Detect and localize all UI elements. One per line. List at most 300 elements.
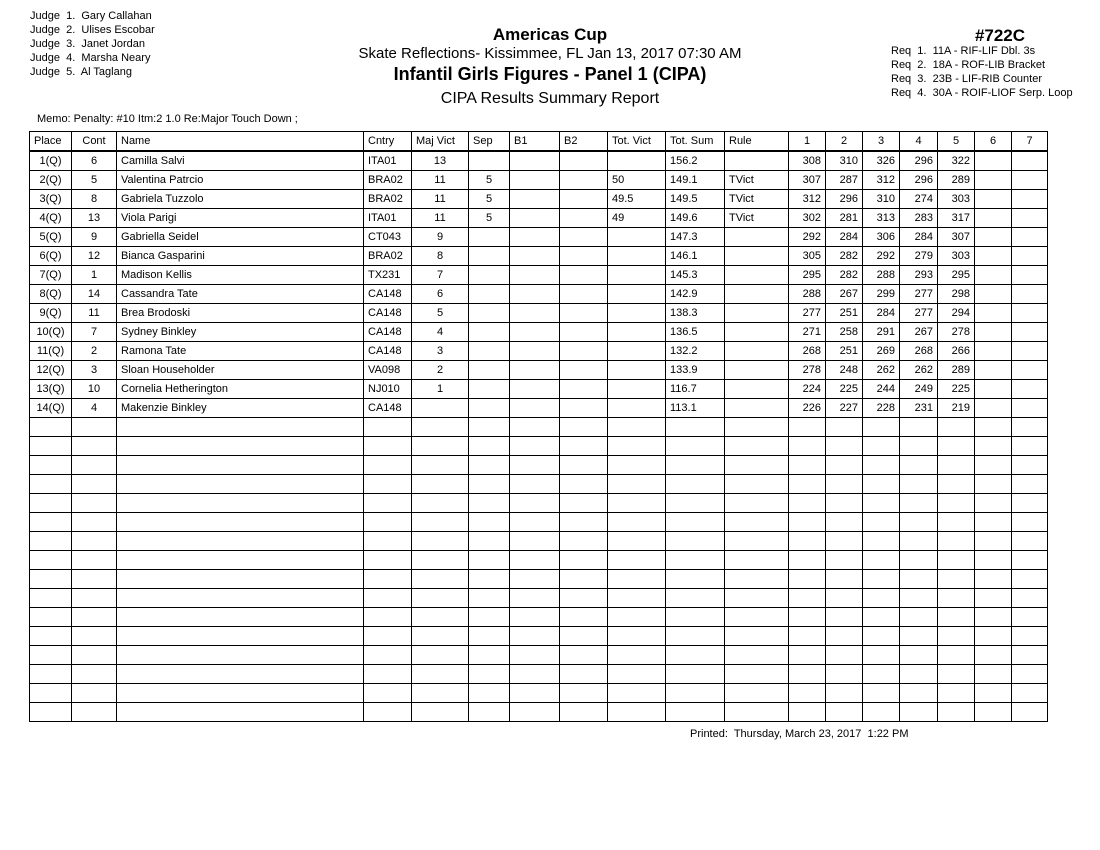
table-cell xyxy=(117,608,364,627)
table-cell xyxy=(117,513,364,532)
table-cell xyxy=(364,608,412,627)
table-cell xyxy=(975,494,1012,513)
table-cell xyxy=(560,380,608,399)
table-cell: 295 xyxy=(938,266,975,285)
table-cell xyxy=(789,475,826,494)
table-row xyxy=(30,209,1048,228)
judge-4: Judge 4. Marsha Neary xyxy=(30,52,151,64)
table-cell xyxy=(725,703,789,722)
table-cell xyxy=(725,266,789,285)
table-cell xyxy=(469,570,510,589)
table-cell xyxy=(789,513,826,532)
table-row xyxy=(30,171,1048,190)
column-header: 2 xyxy=(826,132,863,152)
table-cell xyxy=(938,437,975,456)
table-cell xyxy=(666,665,725,684)
table-cell: 248 xyxy=(826,361,863,380)
table-cell xyxy=(117,494,364,513)
table-cell: 282 xyxy=(826,266,863,285)
table-cell xyxy=(412,684,469,703)
empty-row xyxy=(30,513,1048,532)
table-cell: 149.1 xyxy=(666,171,725,190)
table-cell: 292 xyxy=(789,228,826,247)
table-cell xyxy=(560,665,608,684)
table-cell: 149.5 xyxy=(666,190,725,209)
table-cell xyxy=(826,437,863,456)
table-cell: CA148 xyxy=(364,304,412,323)
table-cell: 312 xyxy=(789,190,826,209)
table-cell xyxy=(725,247,789,266)
table-cell xyxy=(469,285,510,304)
table-cell: 7 xyxy=(412,266,469,285)
table-cell xyxy=(900,589,938,608)
table-cell xyxy=(725,285,789,304)
empty-row xyxy=(30,589,1048,608)
table-cell xyxy=(789,570,826,589)
table-cell xyxy=(412,589,469,608)
table-cell xyxy=(975,151,1012,171)
column-header: 7 xyxy=(1012,132,1048,152)
table-cell: 219 xyxy=(938,399,975,418)
table-cell xyxy=(364,665,412,684)
table-cell xyxy=(412,570,469,589)
judge-2: Judge 2. Ulises Escobar xyxy=(30,24,155,36)
table-cell xyxy=(725,513,789,532)
empty-row xyxy=(30,608,1048,627)
table-cell xyxy=(560,475,608,494)
table-cell xyxy=(725,361,789,380)
table-cell xyxy=(1012,380,1048,399)
table-cell: 296 xyxy=(826,190,863,209)
table-cell: 6 xyxy=(412,285,469,304)
table-cell: CA148 xyxy=(364,399,412,418)
table-cell: CA148 xyxy=(364,342,412,361)
table-row xyxy=(30,190,1048,209)
table-cell xyxy=(364,532,412,551)
table-cell xyxy=(510,285,560,304)
table-cell xyxy=(1012,266,1048,285)
table-cell xyxy=(608,589,666,608)
table-cell xyxy=(30,703,72,722)
table-cell: 313 xyxy=(863,209,900,228)
table-cell xyxy=(560,532,608,551)
table-row xyxy=(30,361,1048,380)
table-cell: 7 xyxy=(72,323,117,342)
table-cell xyxy=(666,418,725,437)
table-cell: 225 xyxy=(938,380,975,399)
table-cell: 278 xyxy=(789,361,826,380)
table-cell: 281 xyxy=(826,209,863,228)
table-cell: 266 xyxy=(938,342,975,361)
table-cell xyxy=(608,608,666,627)
table-cell: Camilla Salvi xyxy=(117,151,364,171)
table-cell xyxy=(560,209,608,228)
table-cell xyxy=(30,437,72,456)
table-cell xyxy=(1012,285,1048,304)
table-cell xyxy=(72,513,117,532)
table-cell xyxy=(469,513,510,532)
table-cell xyxy=(510,437,560,456)
table-cell: 284 xyxy=(863,304,900,323)
table-cell xyxy=(863,437,900,456)
table-cell xyxy=(30,456,72,475)
table-cell: 1 xyxy=(72,266,117,285)
table-cell xyxy=(725,475,789,494)
table-cell xyxy=(1012,475,1048,494)
table-cell: 317 xyxy=(938,209,975,228)
table-cell xyxy=(1012,570,1048,589)
table-cell: 142.9 xyxy=(666,285,725,304)
column-header: 4 xyxy=(900,132,938,152)
table-cell xyxy=(510,380,560,399)
table-cell xyxy=(469,646,510,665)
table-cell: Brea Brodoski xyxy=(117,304,364,323)
table-cell: 303 xyxy=(938,247,975,266)
table-cell xyxy=(1012,456,1048,475)
table-cell xyxy=(469,151,510,171)
table-cell xyxy=(938,494,975,513)
table-cell xyxy=(725,551,789,570)
table-cell: 13 xyxy=(72,209,117,228)
table-cell xyxy=(863,456,900,475)
table-cell xyxy=(789,418,826,437)
table-cell xyxy=(725,304,789,323)
table-cell xyxy=(608,399,666,418)
table-cell: 307 xyxy=(789,171,826,190)
table-cell xyxy=(510,551,560,570)
table-cell xyxy=(938,513,975,532)
table-cell xyxy=(826,456,863,475)
empty-row xyxy=(30,532,1048,551)
table-cell: 6(Q) xyxy=(30,247,72,266)
table-cell: 294 xyxy=(938,304,975,323)
empty-row xyxy=(30,437,1048,456)
table-cell xyxy=(900,665,938,684)
table-cell xyxy=(469,703,510,722)
table-cell xyxy=(30,627,72,646)
table-cell xyxy=(938,475,975,494)
table-cell xyxy=(30,570,72,589)
table-cell: 310 xyxy=(826,151,863,171)
table-cell xyxy=(560,494,608,513)
table-cell xyxy=(560,627,608,646)
table-cell xyxy=(666,551,725,570)
table-cell: 289 xyxy=(938,361,975,380)
table-cell xyxy=(510,304,560,323)
requirement-2: Req 2. 18A - ROF-LIB Bracket xyxy=(891,59,1046,71)
table-cell xyxy=(975,361,1012,380)
table-cell xyxy=(826,684,863,703)
table-cell: TVict xyxy=(725,171,789,190)
table-cell xyxy=(863,418,900,437)
table-cell: 228 xyxy=(863,399,900,418)
table-cell xyxy=(863,494,900,513)
table-cell xyxy=(510,323,560,342)
table-cell: TX231 xyxy=(364,266,412,285)
table-cell: 9(Q) xyxy=(30,304,72,323)
table-cell xyxy=(826,513,863,532)
table-cell xyxy=(725,323,789,342)
column-header: Name xyxy=(117,132,364,152)
table-cell xyxy=(510,570,560,589)
table-cell xyxy=(975,171,1012,190)
table-cell: 296 xyxy=(900,151,938,171)
table-cell xyxy=(826,589,863,608)
column-header: Cntry xyxy=(364,132,412,152)
table-cell xyxy=(666,627,725,646)
column-header: Rule xyxy=(725,132,789,152)
results-table xyxy=(29,131,1048,722)
table-cell xyxy=(826,494,863,513)
table-cell xyxy=(725,494,789,513)
table-cell xyxy=(900,646,938,665)
table-cell xyxy=(975,532,1012,551)
table-cell xyxy=(975,513,1012,532)
table-cell xyxy=(117,627,364,646)
table-cell xyxy=(469,684,510,703)
empty-row xyxy=(30,665,1048,684)
table-cell xyxy=(510,608,560,627)
table-cell xyxy=(975,304,1012,323)
table-cell xyxy=(608,304,666,323)
empty-row xyxy=(30,684,1048,703)
table-cell xyxy=(560,437,608,456)
table-cell xyxy=(608,551,666,570)
table-cell xyxy=(725,589,789,608)
table-cell xyxy=(789,684,826,703)
printed-date: Printed: Thursday, March 23, 2017 1:22 PM xyxy=(690,728,909,740)
table-cell xyxy=(608,247,666,266)
table-cell xyxy=(469,475,510,494)
table-cell: 292 xyxy=(863,247,900,266)
table-cell: 14(Q) xyxy=(30,399,72,418)
table-cell xyxy=(469,323,510,342)
table-cell: 5 xyxy=(469,171,510,190)
table-cell: 277 xyxy=(900,285,938,304)
table-cell xyxy=(412,608,469,627)
table-cell: 11 xyxy=(412,190,469,209)
table-cell xyxy=(863,703,900,722)
table-cell xyxy=(789,646,826,665)
table-cell xyxy=(560,247,608,266)
table-cell xyxy=(30,589,72,608)
table-cell: 145.3 xyxy=(666,266,725,285)
table-cell xyxy=(938,570,975,589)
table-cell xyxy=(725,684,789,703)
table-cell xyxy=(469,418,510,437)
table-cell: 268 xyxy=(789,342,826,361)
table-cell xyxy=(117,665,364,684)
table-cell xyxy=(412,665,469,684)
table-cell: Sloan Householder xyxy=(117,361,364,380)
table-cell xyxy=(412,399,469,418)
table-cell xyxy=(608,418,666,437)
table-cell: NJ010 xyxy=(364,380,412,399)
table-cell xyxy=(469,551,510,570)
table-cell xyxy=(560,151,608,171)
table-cell: 10(Q) xyxy=(30,323,72,342)
table-cell: 1(Q) xyxy=(30,151,72,171)
table-cell xyxy=(560,171,608,190)
table-cell xyxy=(30,475,72,494)
table-cell xyxy=(725,151,789,171)
table-cell: 303 xyxy=(938,190,975,209)
table-cell: 49 xyxy=(608,209,666,228)
table-cell: 3 xyxy=(412,342,469,361)
table-cell xyxy=(975,228,1012,247)
column-header: Maj Vict xyxy=(412,132,469,152)
table-cell xyxy=(900,418,938,437)
table-row xyxy=(30,380,1048,399)
table-cell xyxy=(975,285,1012,304)
column-header: Cont xyxy=(72,132,117,152)
table-cell xyxy=(975,190,1012,209)
table-cell xyxy=(608,151,666,171)
competition-title: Americas Cup xyxy=(492,25,608,44)
table-cell xyxy=(560,418,608,437)
table-cell xyxy=(1012,171,1048,190)
table-cell xyxy=(975,418,1012,437)
table-cell xyxy=(725,228,789,247)
table-cell xyxy=(469,266,510,285)
table-cell xyxy=(975,380,1012,399)
table-cell xyxy=(938,551,975,570)
table-cell xyxy=(469,228,510,247)
table-cell xyxy=(72,703,117,722)
table-cell xyxy=(364,475,412,494)
table-cell xyxy=(560,285,608,304)
table-cell xyxy=(560,646,608,665)
table-cell: Cornelia Hetherington xyxy=(117,380,364,399)
table-cell xyxy=(1012,513,1048,532)
table-cell xyxy=(863,684,900,703)
table-cell: Ramona Tate xyxy=(117,342,364,361)
table-cell xyxy=(412,627,469,646)
empty-row xyxy=(30,703,1048,722)
table-cell xyxy=(117,570,364,589)
table-cell: Gabriela Tuzzolo xyxy=(117,190,364,209)
table-cell xyxy=(826,665,863,684)
event-title: Infantil Girls Figures - Panel 1 (CIPA) xyxy=(393,64,707,84)
table-cell xyxy=(412,532,469,551)
table-cell xyxy=(608,361,666,380)
table-cell xyxy=(560,608,608,627)
table-cell xyxy=(938,532,975,551)
table-cell xyxy=(560,304,608,323)
table-cell xyxy=(117,551,364,570)
column-header: 1 xyxy=(789,132,826,152)
table-cell: 251 xyxy=(826,304,863,323)
table-cell xyxy=(789,608,826,627)
table-cell: 227 xyxy=(826,399,863,418)
table-cell xyxy=(789,437,826,456)
table-cell xyxy=(510,494,560,513)
table-cell xyxy=(789,703,826,722)
table-cell xyxy=(608,475,666,494)
table-cell xyxy=(364,627,412,646)
table-cell xyxy=(826,551,863,570)
table-cell: 2(Q) xyxy=(30,171,72,190)
table-cell xyxy=(510,684,560,703)
table-cell xyxy=(560,266,608,285)
table-cell xyxy=(666,513,725,532)
table-cell: 277 xyxy=(900,304,938,323)
table-cell xyxy=(1012,399,1048,418)
column-header: Tot. Sum xyxy=(666,132,725,152)
table-cell xyxy=(900,513,938,532)
table-cell: 258 xyxy=(826,323,863,342)
table-cell: 251 xyxy=(826,342,863,361)
table-cell xyxy=(72,608,117,627)
table-cell: Gabriella Seidel xyxy=(117,228,364,247)
table-cell xyxy=(1012,418,1048,437)
table-cell xyxy=(666,608,725,627)
table-cell: BRA02 xyxy=(364,171,412,190)
table-cell xyxy=(863,532,900,551)
table-cell: 156.2 xyxy=(666,151,725,171)
table-row xyxy=(30,151,1048,171)
table-cell: 277 xyxy=(789,304,826,323)
table-cell xyxy=(900,703,938,722)
table-cell xyxy=(1012,361,1048,380)
table-cell: 6 xyxy=(72,151,117,171)
table-cell xyxy=(975,323,1012,342)
table-cell xyxy=(1012,437,1048,456)
table-cell xyxy=(608,494,666,513)
table-cell xyxy=(560,570,608,589)
table-cell xyxy=(469,437,510,456)
table-cell xyxy=(1012,627,1048,646)
table-cell xyxy=(30,665,72,684)
table-cell: 226 xyxy=(789,399,826,418)
table-cell xyxy=(900,684,938,703)
table-cell xyxy=(560,342,608,361)
table-cell xyxy=(863,551,900,570)
table-cell: 284 xyxy=(900,228,938,247)
table-cell xyxy=(725,665,789,684)
table-cell xyxy=(900,437,938,456)
table-cell xyxy=(560,190,608,209)
table-cell xyxy=(826,703,863,722)
table-cell xyxy=(608,228,666,247)
table-cell xyxy=(725,608,789,627)
table-cell xyxy=(117,684,364,703)
table-cell xyxy=(72,475,117,494)
table-cell xyxy=(975,437,1012,456)
column-header: 6 xyxy=(975,132,1012,152)
table-cell xyxy=(938,456,975,475)
table-cell xyxy=(510,703,560,722)
table-cell: 11(Q) xyxy=(30,342,72,361)
table-cell xyxy=(469,494,510,513)
table-cell xyxy=(938,646,975,665)
table-cell xyxy=(364,570,412,589)
table-cell: 312 xyxy=(863,171,900,190)
empty-row xyxy=(30,627,1048,646)
table-cell xyxy=(826,570,863,589)
table-cell xyxy=(900,551,938,570)
table-cell xyxy=(975,589,1012,608)
table-cell: 11 xyxy=(72,304,117,323)
table-cell xyxy=(510,456,560,475)
table-cell xyxy=(863,665,900,684)
table-cell xyxy=(975,703,1012,722)
table-cell xyxy=(560,399,608,418)
table-cell xyxy=(30,418,72,437)
table-cell xyxy=(117,646,364,665)
table-cell xyxy=(725,456,789,475)
table-cell: 279 xyxy=(900,247,938,266)
